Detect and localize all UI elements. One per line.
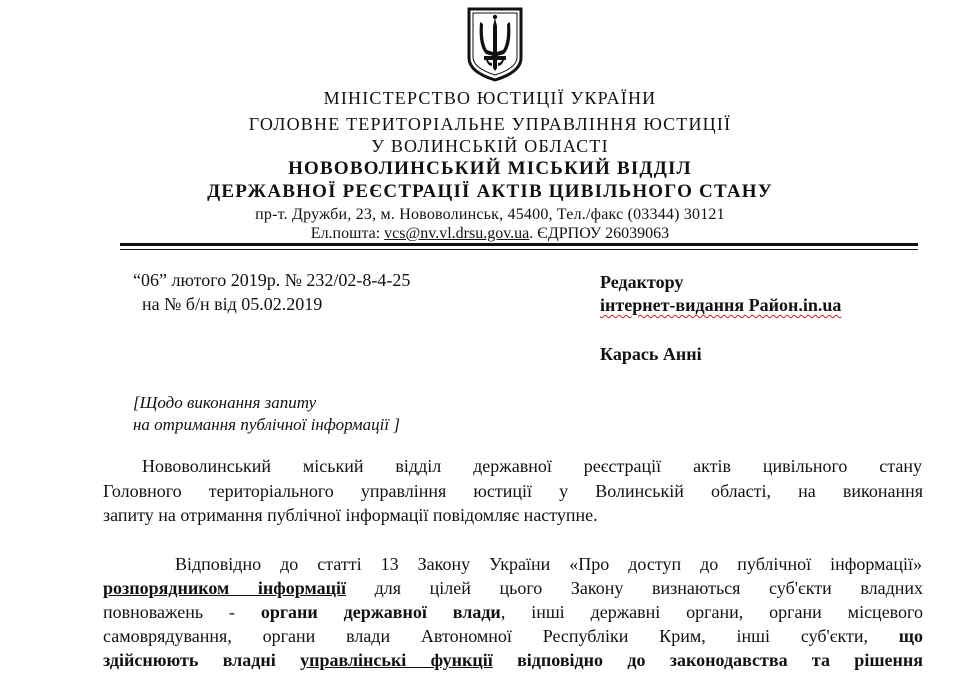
coat-of-arms-icon bbox=[466, 6, 524, 82]
recipient-title: Редактору bbox=[600, 272, 684, 292]
recipient-name: Карась Анні bbox=[600, 344, 702, 364]
email-link[interactable]: vcs@nv.vl.drsu.gov.ua bbox=[384, 225, 530, 242]
p2-line4: самоврядування, органи влади Автономної Республіки Крим, інші суб'єкти, що bbox=[103, 626, 923, 646]
p2-term-custodian: розпорядником інформації bbox=[103, 578, 346, 598]
email-label: Ел.пошта: bbox=[310, 225, 381, 242]
p2-term-state-bodies: органи державної влади bbox=[260, 602, 501, 622]
subject-line1: [Щодо виконання запиту bbox=[133, 393, 317, 412]
p1-line2: Головного територіального управління юстиції у Волинській області, на виконання bbox=[103, 481, 923, 501]
p1-line1: Нововолинський міський відділ державної реєстрації актів цивільного стану bbox=[142, 456, 922, 476]
p2-term-functions: управлінські функції bbox=[300, 650, 493, 670]
ministry-title: МІНІСТЕРСТВО ЮСТИЦІЇ УКРАЇНИ bbox=[323, 88, 657, 108]
subject-line2: на отримання публічної інформації ] bbox=[133, 415, 400, 434]
p2-line3: повноважень - органи державної влади, інші державні органи, органи місцевого bbox=[103, 602, 923, 622]
edrpou-code: . ЄДРПОУ 26039063 bbox=[529, 225, 670, 242]
p2-line5: здійснюють владні управлінські функції відповідно до законодавства та рішення bbox=[103, 650, 923, 670]
recipient-outlet: інтернет-видання Район.in.ua bbox=[600, 295, 842, 315]
p2-line2: розпорядником інформації для цілей цього Закону визнаються суб'єкти владних bbox=[103, 578, 923, 598]
outgoing-ref: “06” лютого 2019р. № 232/02-8-4-25 bbox=[133, 270, 411, 290]
contact-line bbox=[0, 225, 980, 243]
address-line: пр-т. Дружби, 23, м. Нововолинськ, 45400, Тел./факс (03344) 30121 bbox=[255, 206, 725, 223]
department-title-line1: НОВОВОЛИНСЬКИЙ МІСЬКИЙ ВІДДІЛ bbox=[288, 158, 692, 179]
department-title-line2: ДЕРЖАВНОЇ РЕЄСТРАЦІЇ АКТІВ ЦИВІЛЬНОГО СТАНУ bbox=[207, 181, 773, 202]
region-title: У ВОЛИНСЬКІЙ ОБЛАСТІ bbox=[371, 136, 609, 156]
p1-line3: запиту на отримання публічної інформації повідомляє наступне. bbox=[103, 505, 598, 525]
incoming-ref: на № б/н від 05.02.2019 bbox=[142, 294, 323, 314]
p2-line1: Відповідно до статті 13 Закону України «Про доступ до публічної інформації» bbox=[175, 554, 922, 574]
header-divider-thick bbox=[120, 243, 918, 246]
header-divider-thin bbox=[120, 249, 918, 250]
main-department-title: ГОЛОВНЕ ТЕРИТОРІАЛЬНЕ УПРАВЛІННЯ ЮСТИЦІЇ bbox=[248, 114, 732, 134]
